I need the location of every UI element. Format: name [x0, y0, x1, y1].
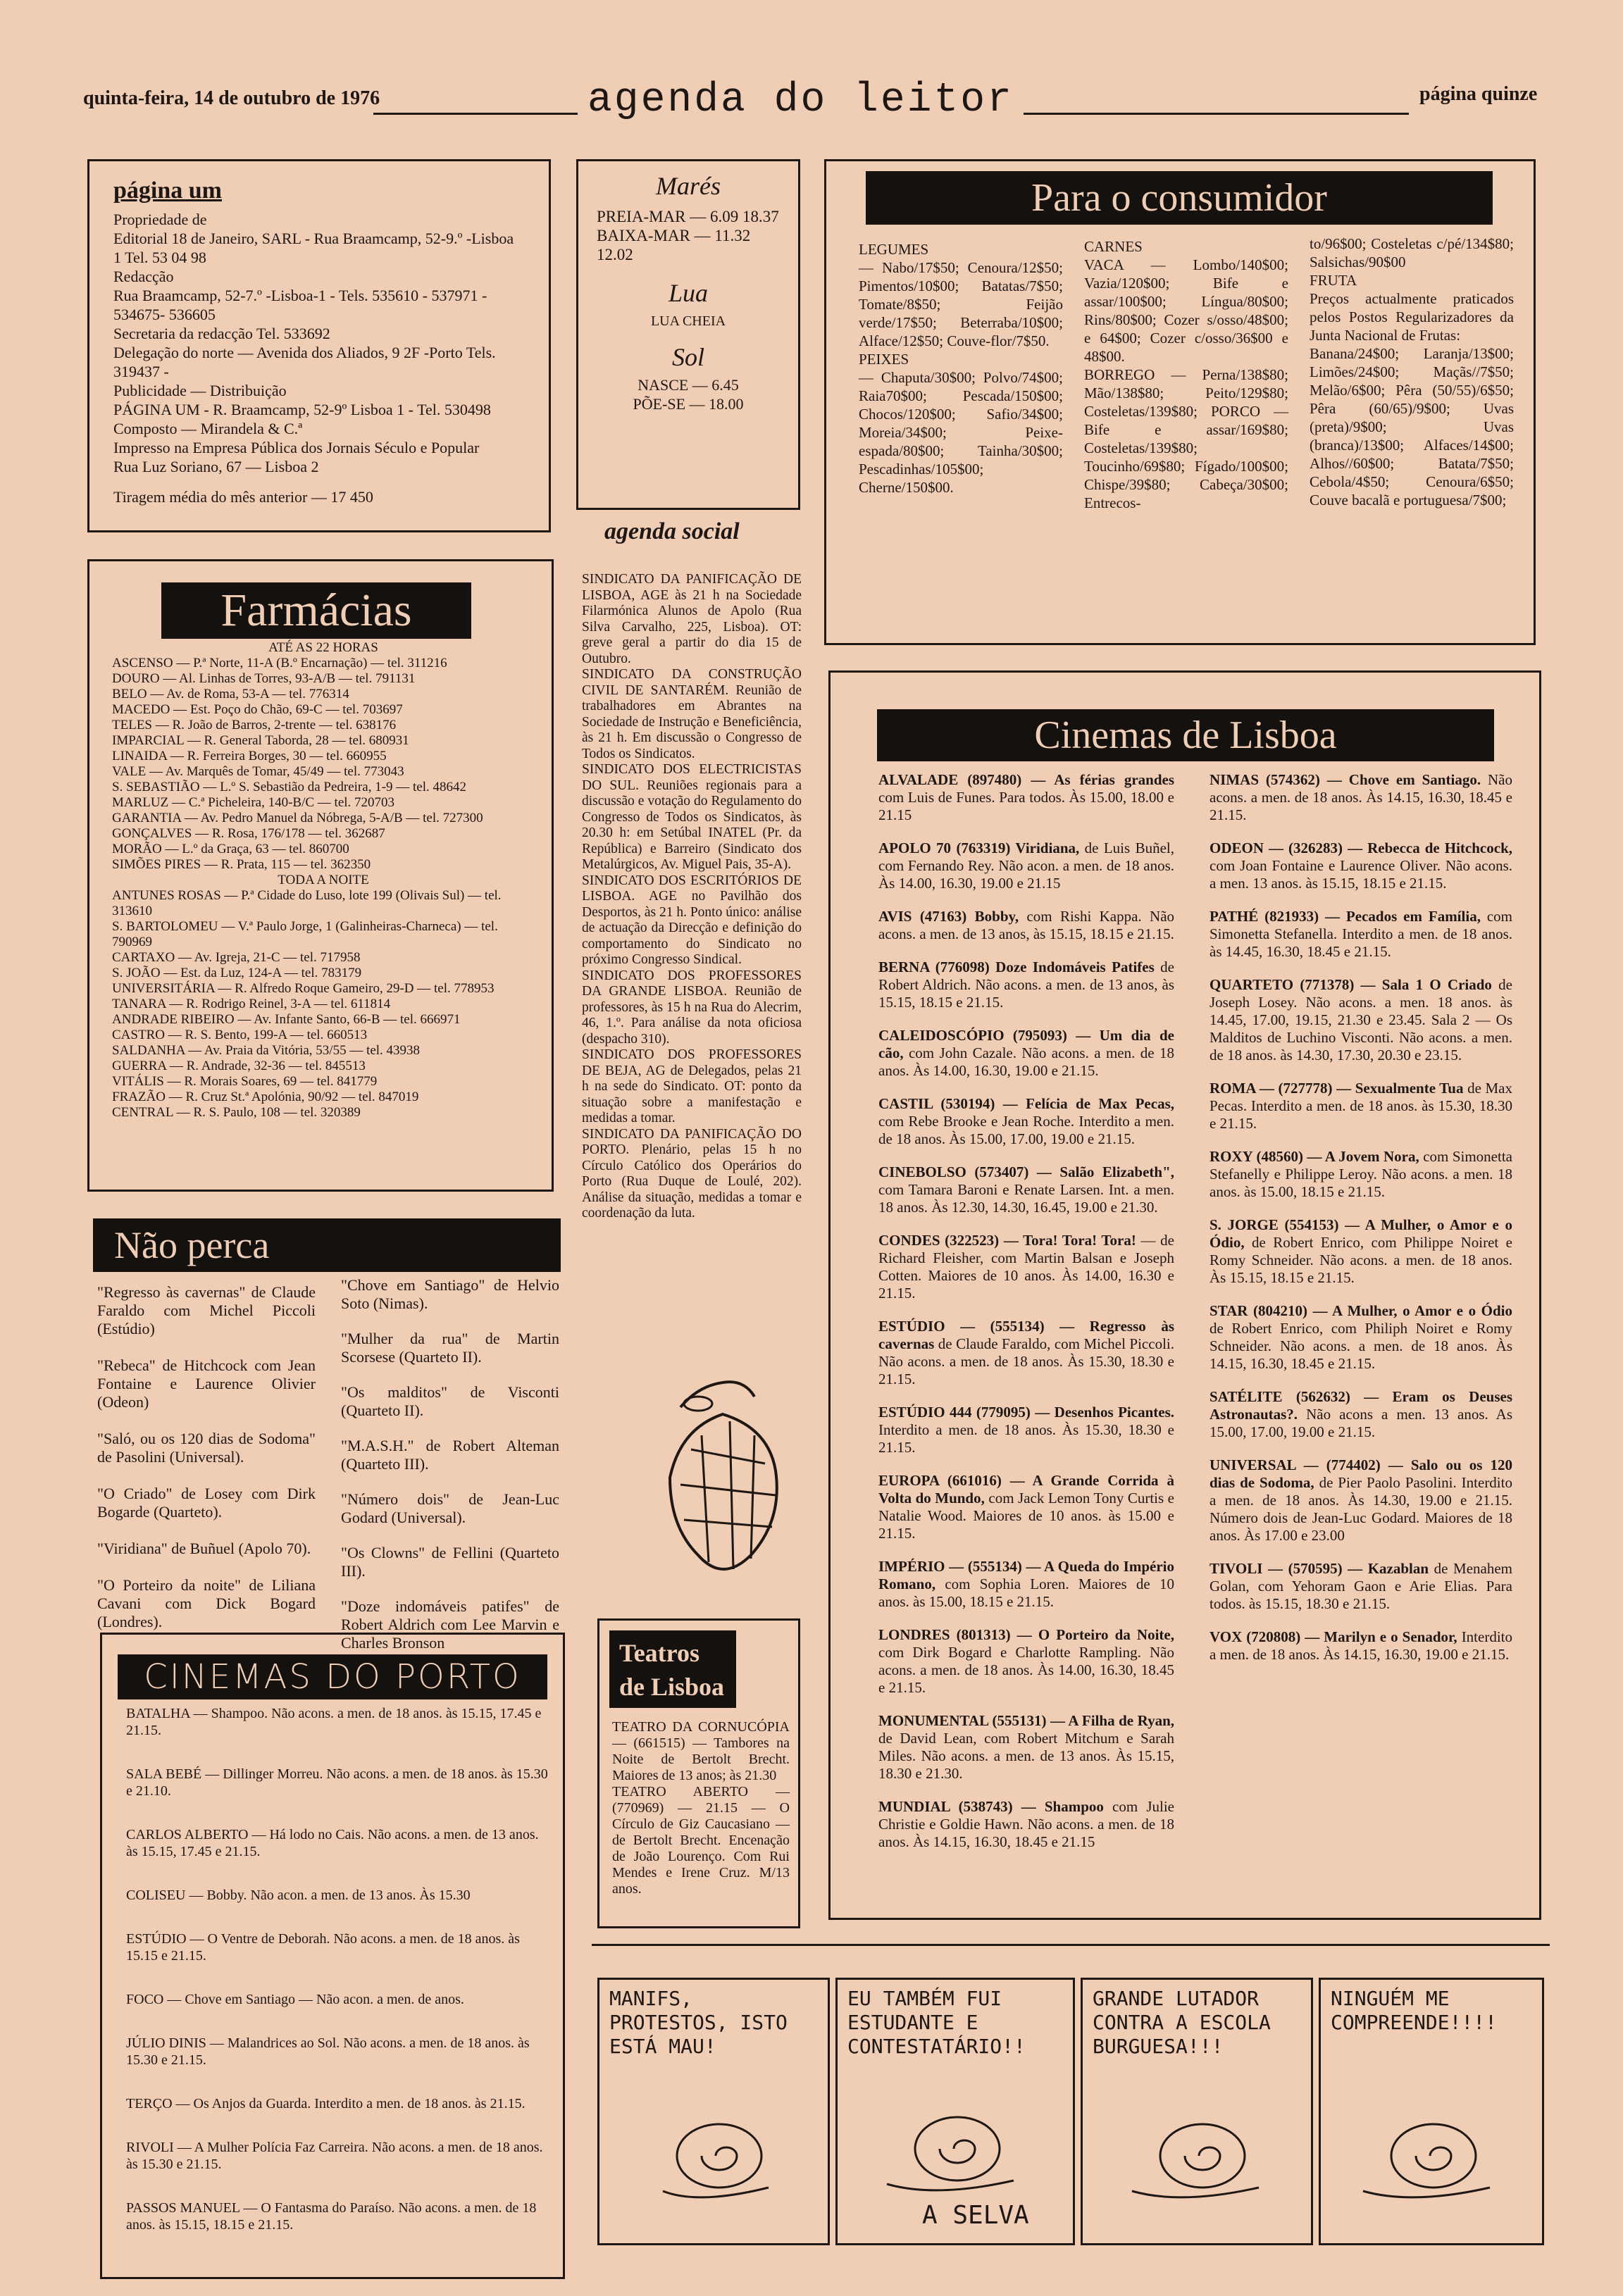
cinema-details: Interdito a men. de 18 anos. Às 15.30, 18.30 e 21.15. [878, 1421, 1174, 1456]
cinema-name: ROMA — (727778) — Sexualmente Tua [1210, 1080, 1464, 1097]
cinema-details: de Robert Aldrich. Não acons. a men. de 13 anos, às 15.15, 18.15 e 21.15. [878, 959, 1174, 1011]
cinema-name: QUARTETO (771378) — Sala 1 O Criado [1210, 976, 1492, 993]
farmacia-entry: ANTUNES ROSAS — P.ª Cidade do Luso, lote 199 (Olivais Sul) — tel. 313610 [112, 888, 502, 918]
agenda-social-title: agenda social [604, 518, 740, 544]
cinemas-lisboa-box [828, 670, 1541, 1920]
pagina-um-title: página um [113, 177, 222, 204]
farmacia-entry: UNIVERSITÁRIA — R. Alfredo Roque Gameiro, 29-D — tel. 778953 [112, 981, 495, 996]
cinema-name: IMPÉRIO — (555134) — A Queda do Império Romano, [878, 1558, 1174, 1592]
consumidor-col-carnes [1084, 237, 1288, 512]
cinema-details: — de Richard Fleisher, com Martin Balsan e Joseph Cotten. Maiores de 10 anos. Às 14.00, 16.30 e 21.15. [878, 1232, 1175, 1302]
cinema-name: BERNA (776098) Doze Indomáveis Patifes [878, 959, 1155, 975]
consumidor-paragraph: LEGUMES [859, 241, 929, 258]
pagina-um-tiragem: Tiragem média do mês anterior — 17 450 [113, 488, 373, 506]
farmacia-entry: MORÃO — L.º da Graça, 63 — tel. 860700 [112, 842, 349, 856]
cinema-name: ESTÚDIO 444 (779095) — Desenhos Picantes. [878, 1404, 1174, 1421]
farmacia-entry: SIMÕES PIRES — R. Prata, 115 — tel. 362350 [112, 857, 371, 872]
cinema-porto-item: PASSOS MANUEL — O Fantasma do Paraíso. Não acons. a men. de 18 anos. às 15.15, 18.15 e 21.15. [126, 2200, 537, 2233]
cinema-listing [878, 1404, 1174, 1456]
cinema-listing [878, 1712, 1174, 1783]
cinema-listing [878, 1095, 1174, 1148]
farmacia-entry: FRAZÃO — R. Cruz St.ª Apolónia, 90/92 — tel. 847019 [112, 1090, 419, 1104]
cinema-name: MONUMENTAL (555131) — A Filha de Ryan, [878, 1712, 1174, 1729]
cinema-details: de Robert Enrico, com Philippe Noiret e Romy Schneider. Não acons. a men. de 18 anos. Às 15.15, 18.15 e 21.15. [1210, 1234, 1512, 1286]
consumidor-title: Para o consumidor [866, 171, 1493, 225]
cinema-name: MUNDIAL (538743) — Shampoo [878, 1798, 1104, 1815]
cinema-name: ROXY (48560) — A Jovem Nora, [1210, 1148, 1419, 1165]
farmacias-list [112, 640, 535, 1121]
consumidor-paragraph: — Chaputa/30$00; Polvo/74$00; Raia70$00; Pescada/150$00; Chocos/120$00; Safio/34$00; Moreia/34$00; Peixe-espada/80$00; Tainha/30$00; Pescadinhas/105$00; Cherne/150$00. [859, 369, 1063, 496]
cinema-details: com Tamara Baroni e Renate Larsen. Int. a men. 18 anos. Às 12.30, 14.30, 16.45, 19.00 e 21.30. [878, 1181, 1174, 1216]
cinema-details: Não acons. a men. de 18 anos. Às 14.15, 16.30, 18.45 e 21.15. [1210, 771, 1512, 823]
cinema-name: TIVOLI — (570595) — Kazablan [1210, 1560, 1429, 1577]
cinema-name: STAR (804210) — A Mulher, o Amor e o Ódio [1210, 1302, 1512, 1319]
cinema-listing [878, 959, 1174, 1011]
cinema-details: com Luis de Funes. Para todos. Às 15.00, 18.00 e 21.15 [878, 789, 1174, 823]
cinema-name: EUROPA (661016) — A Grande Corrida à Volta do Mundo, [878, 1472, 1174, 1506]
cinema-listing [1210, 908, 1512, 961]
cinema-listing [878, 1798, 1174, 1851]
consumidor-paragraph: PEIXES [859, 351, 909, 368]
farmacia-entry: ANDRADE RIBEIRO — Av. Infante Santo, 66-B — tel. 666971 [112, 1012, 461, 1027]
farmacias-sub-noite: TODA A NOITE [278, 873, 369, 887]
farmacia-entry: GONÇALVES — R. Rosa, 176/178 — tel. 362687 [112, 826, 385, 841]
teatros-text [612, 1719, 790, 1897]
cartoon-signature: A SELVA [922, 2201, 1029, 2230]
nao-perca-item: "Rebeca" de Hitchcock com Jean Fontaine e Laurence Olivier (Odeon) [97, 1356, 316, 1411]
mares-title: Marés [656, 172, 721, 200]
cinema-details: de Robert Enrico, com Philiph Noiret e Romy Schneider. Não acons. a men. de 18 anos. Às 14.15, 16.30, 18.45 e 21.15. [1210, 1320, 1512, 1372]
cinema-listing [878, 771, 1174, 824]
cinemas-porto-title: CINEMAS DO PORTO [118, 1654, 547, 1699]
cinema-listing [1210, 840, 1512, 892]
cinema-details: de Max Pecas. Interdito a men. de 18 anos. às 15.30, 18.30 e 21.15. [1210, 1080, 1512, 1132]
cinema-listing [1210, 1148, 1512, 1201]
cinemas-lisboa-right [1210, 771, 1512, 1679]
cinema-details: de Menahem Golan, com Yehoram Gaon e Arie Elias. Para todos. às 15.15, 18.30 e 21.15. [1210, 1560, 1512, 1612]
farmacia-entry: VITÁLIS — R. Morais Soares, 69 — tel. 841779 [112, 1074, 378, 1089]
nao-perca-title: Não perca [93, 1218, 561, 1272]
nao-perca-item: "Chove em Santiago" de Helvio Soto (Nimas). [341, 1276, 559, 1312]
sol-lines [597, 375, 780, 413]
pagina-um-box [87, 159, 551, 532]
cinema-details: com Simonetta Stefanelly e Philippe Leroy. Não acons. a men. 18 anos. às 15.00, 18.15 e 21.15. [1210, 1148, 1512, 1200]
pagina-um-line: Rua Luz Soriano, 67 — Lisboa 2 [113, 458, 319, 475]
farmacia-entry: GUERRA — R. Andrade, 32-36 — tel. 845513 [112, 1059, 366, 1073]
cinema-porto-item: COLISEU — Bobby. Não acon. a men. de 13 anos. Às 15.30 [126, 1888, 471, 1903]
consumidor-paragraph: FRUTA [1310, 272, 1357, 289]
farmacia-entry: LINAIDA — R. Ferreira Borges, 30 — tel. 660955 [112, 749, 387, 763]
mares-lines [597, 207, 780, 264]
cinema-porto-item: JÚLIO DINIS — Malandrices ao Sol. Não acons. a men. de 18 anos. às 15.30 e 21.15. [126, 2035, 530, 2068]
cinema-listing [878, 1163, 1174, 1216]
mares-line: PREIA-MAR — 6.09 18.37 [597, 208, 779, 225]
pagina-um-line: Rua Braamcamp, 52-7.º -Lisboa-1 - Tels. 535610 - 537971 - 534675- 536605 [113, 287, 487, 323]
agenda-item: SINDICATO DOS ESCRITÓRIOS DE LISBOA. AGE no Pavilhão dos Desportos, às 21 h. Ponto único: análise de actuação da Direcção e definição do comportamento do Sindicato no próximo Congresso Sindical. [582, 873, 802, 967]
cinema-porto-item: FOCO — Chove em Santiago — Não acon. a men. de anos. [126, 1992, 464, 2007]
pagina-um-line: Publicidade — Distribuição [113, 382, 287, 399]
cinema-details: com Dirk Bogard e Charlotte Rampling. Não acons. a men. de 18 anos. Às 14.00, 16.30, 18.45 e 21.15. [878, 1644, 1174, 1696]
cinema-listing [1210, 976, 1512, 1064]
cinemas-lisboa-left [878, 771, 1174, 1866]
pagina-um-line: Redacção [113, 268, 174, 285]
consumidor-box [824, 159, 1536, 645]
farmacias-box [87, 559, 554, 1192]
farmacia-entry: SALDANHA — Av. Praia da Vitória, 53/55 — tel. 43938 [112, 1043, 421, 1058]
cinema-porto-item: TERÇO — Os Anjos da Guarda. Interdito a men. de 18 anos. às 21.15. [126, 2096, 526, 2111]
cinemas-porto-box [100, 1633, 565, 2279]
cinema-details: de David Lean, com Robert Mitchum e Sarah Miles. Não acons. a men. de 13 anos. Às 15.15, 18.30 e 21.30. [878, 1730, 1174, 1782]
nao-perca-item: "O Criado" de Losey com Dirk Bogarde (Quarteto). [97, 1485, 316, 1521]
farmacia-entry: S. SEBASTIÃO — L.º S. Sebastião da Pedreira, 1-9 — tel. 48642 [112, 780, 467, 794]
nao-perca-item: "Doze indomáveis patifes" de Robert Aldrich com Lee Marvin e Charles Bronson [341, 1597, 559, 1652]
farmacia-entry: CENTRAL — R. S. Paulo, 108 — tel. 320389 [112, 1105, 361, 1120]
header-date: quinta-feira, 14 de outubro de 1976 [83, 87, 380, 109]
cinema-name: CONDES (322523) — Tora! Tora! Tora! [878, 1232, 1136, 1249]
cinema-name: CALEIDOSCÓPIO (795093) — Um dia de cão, [878, 1027, 1174, 1061]
agenda-item: SINDICATO DOS PROFESSORES DE BEJA, AG de Delegados, pelas 21 h na sede do Sindicato. OT: ponto da situação sobre a manifestação e medidas a tomar. [582, 1047, 802, 1125]
cinema-listing [878, 840, 1174, 892]
farmacia-entry: TANARA — R. Rodrigo Reinel, 3-A — tel. 611814 [112, 997, 391, 1011]
nao-perca-item: "Regresso às cavernas" de Claude Faraldo com Michel Piccoli (Estúdio) [97, 1283, 316, 1337]
cinema-name: VOX (720808) — Marilyn e o Senador, [1210, 1628, 1457, 1645]
farmacia-entry: BELO — Av. de Roma, 53-A — tel. 776314 [112, 687, 349, 701]
nao-perca-item: "Viridiana" de Buñuel (Apolo 70). [97, 1540, 311, 1557]
cinema-listing [1210, 1302, 1512, 1373]
cinema-listing [1210, 1080, 1512, 1133]
cinema-details: com Simonetta Stefanella. Interdito a men. de 18 anos. às 14.45, 16.30, 18.45 e 21.15. [1210, 908, 1513, 960]
pagina-um-line: Propriedade de [113, 211, 207, 228]
farmacia-entry: S. BARTOLOMEU — V.ª Paulo Jorge, 1 (Galinheiras-Charneca) — tel. 790969 [112, 919, 498, 949]
cinema-name: CINEBOLSO (573407) — Salão Elizabeth", [878, 1163, 1174, 1180]
cinema-listing [1210, 1560, 1512, 1613]
cartoon-text-4: NINGUÉM ME COMPREENDE!!!! [1331, 1987, 1498, 2034]
cinema-name: NIMAS (574362) — Chove em Santiago. [1210, 771, 1481, 788]
snail-drawing-4 [1356, 2100, 1497, 2212]
cinema-listing [878, 1472, 1174, 1542]
lua-text: LUA CHEIA [650, 313, 726, 329]
agenda-social-text [582, 572, 802, 1222]
cinema-listing [1210, 771, 1512, 824]
cinema-porto-item: CARLOS ALBERTO — Há lodo no Cais. Não acons. a men. de 13 anos. às 15.15, 17.45 e 21.15. [126, 1827, 539, 1859]
pagina-um-line: Impresso na Empresa Pública dos Jornais Século e Popular [113, 439, 480, 456]
cinema-details: de Claude Faraldo, com Michel Piccoli. Não acons. a men. de 18 anos. Às 15.30, 18.30 e 21.15. [878, 1335, 1174, 1387]
cinema-listing [878, 1232, 1174, 1302]
cinema-details: com John Cazale. Não acons. a men. de 18 anos. Às 14.00, 16.30, 19.00 e 21.15. [878, 1044, 1174, 1079]
mares-line: BAIXA-MAR — 11.32 12.02 [597, 227, 751, 263]
agenda-item: SINDICATO DA PANIFICAÇÃO DO PORTO. Plenário, pelas 15 h no Círculo Católico dos Operários do Porto (Rua Duque de Loulé, 202). Análise da situação, medidas a tomar e coordenação da luta. [582, 1126, 802, 1221]
cinema-details: com Rishi Kappa. Não acons. a men. de 13 anos, às 15.15, 18.15 e 21.15. [878, 908, 1175, 942]
farmacias-list-noite [112, 888, 535, 1121]
farmacia-entry: VALE — Av. Marquês de Tomar, 45/49 — tel. 773043 [112, 764, 404, 779]
cinema-name: PATHÉ (821933) — Pecados em Família, [1210, 908, 1481, 925]
cinema-details: com Sophia Loren. Maiores de 10 anos. às 15.00, 18.15 e 21.15. [878, 1576, 1174, 1610]
farmacia-entry: ASCENSO — P.ª Norte, 11-A (B.º Encarnação) — tel. 311216 [112, 656, 447, 670]
cinema-details: de Pier Paolo Pasolini. Interdito a men. de 18 anos. Às 14.30, 19.00 e 21.15. Número dois de Jean-Luc Godard. Maiores de 18 anos. Às 17.00 e 23.00 [1210, 1474, 1512, 1544]
cartoon-panel-2 [835, 1978, 1075, 2245]
cinema-details: com Julie Christie e Goldie Hawn. Não acons. a men. de 18 anos. Às 14.15, 16.30, 18.45 e 21.15 [878, 1798, 1174, 1850]
cinema-details: Interdito a men. de 18 anos. Às 14.15, 16.30, 19.00 e 21.15. [1210, 1628, 1513, 1663]
cinema-listing [878, 1027, 1174, 1080]
consumidor-paragraph: to/96$00; Costeletas c/pé/134$80; Salsichas/90$00 [1310, 235, 1514, 270]
nao-perca-item: "Número dois" de Jean-Luc Godard (Universal). [341, 1490, 559, 1526]
farmacia-entry: CASTRO — R. S. Bento, 199-A — tel. 660513 [112, 1028, 368, 1042]
cinema-details: com Rebe Brooke e Jean Roche. Interdito a men. de 18 anos. Às 15.00, 17.00, 19.00 e 21.15. [878, 1113, 1174, 1147]
cinema-name: AVIS (47163) Bobby, [878, 908, 1019, 925]
consumidor-col-legumes [859, 240, 1063, 497]
cartoon-panel-3 [1081, 1978, 1313, 2245]
sol-line: PÕE-SE — 18.00 [633, 395, 744, 413]
consumidor-paragraph: Banana/24$00; Laranja/13$00; Limões/24$00; Maçãs//7$50; Melão/6$00; Pêra (50/55)/6$50; Pêra (60/65)/9$00; Uvas (preta)/9$00; Uvas (branca)/13$00; Alfaces/14$00; Alhos//60$00; Batata/7$50; Cebola/4$50; Cenoura/6$50; Couve bacalã e portuguesa/7$00; [1310, 345, 1514, 509]
cinema-details: com Jack Lemon Tony Curtis e Natalie Wood. Maiores de 10 anos. às 15.00 e 21.15. [878, 1490, 1174, 1542]
teatro-item: TEATRO ABERTO — (770969) — 21.15 — O Círculo de Giz Caucasiano — de Bertolt Brecht. Encenação de João Lourenço. Com Rui Mendes e Irene Cruz. M/13 anos. [612, 1784, 790, 1897]
sol-line: NASCE — 6.45 [638, 376, 739, 394]
cinema-name: ESTÚDIO — (555134) — Regresso às cavernas [878, 1318, 1174, 1352]
teatro-item: TEATRO DA CORNUCÓPIA — (661515) — Tambores na Noite de Bertolt Brecht. Maiores de 13 anos; às 21.30 [612, 1719, 790, 1783]
nao-perca-item: "Os malditos" de Visconti (Quarteto II). [341, 1383, 559, 1419]
pagina-um-line: Composto — Mirandela & C.ª [113, 420, 303, 437]
pagina-um-line: PÁGINA UM - R. Braamcamp, 52-9º Lisboa 1 - Tel. 530498 [113, 401, 491, 418]
cartoon-text-2: EU TAMBÉM FUI ESTUDANTE E CONTESTATÁRIO!! [847, 1987, 1026, 2058]
agenda-item: SINDICATO DA CONSTRUÇÃO CIVIL DE SANTARÉM. Reunião de trabalhadores em Abrantes na Sociedade de Instrução e Beneficiência, às 21 h. Em discussão o Congresso de Todos os Sindicatos. [582, 667, 802, 761]
cinema-listing [1210, 1628, 1512, 1664]
cinema-name: S. JORGE (554153) — A Mulher, o Amor e o Ódio, [1210, 1216, 1512, 1251]
artichoke-illustration [631, 1358, 814, 1590]
farmacia-entry: MARLUZ — C.ª Picheleira, 140-B/C — tel. 720703 [112, 795, 395, 810]
farmacia-entry: CARTAXO — Av. Igreja, 21-C — tel. 717958 [112, 950, 361, 965]
snail-drawing-1 [656, 2100, 783, 2212]
farmacias-sub-dia: ATÉ AS 22 HORAS [268, 640, 378, 655]
cinema-porto-item: SALA BEBÉ — Dillinger Morreu. Não acons. a men. de 18 anos. às 15.30 e 21.10. [126, 1766, 548, 1799]
header-title: agenda do leitor [578, 77, 1024, 123]
farmacia-entry: IMPARCIAL — R. General Taborda, 28 — tel. 680931 [112, 733, 409, 748]
cinema-name: ODEON — (326283) — Rebecca de Hitchcock, [1210, 840, 1512, 856]
nao-perca-item: "Os Clowns" de Fellini (Quarteto III). [341, 1544, 559, 1580]
agenda-item: SINDICATO DA PANIFICAÇÃO DE LISBOA, AGE às 21 h na Sociedade Filarmónica Alunos de Apolo (Rua Silva Carvalho, 225, Lisboa). OT: greve geral a partir do dia 15 de Outubro. [582, 572, 802, 666]
farmacia-entry: S. JOÃO — Est. da Luz, 124-A — tel. 783179 [112, 966, 362, 980]
cinema-details: de Joseph Losey. Não acons. a men. 18 anos. às 14.45, 17.00, 19.15, 21.30 e 23.45. Sala 2 — Os Malditos de Luchino Visconti. Não acons. a men. de 18 anos. às 14.30, 17.30, 20.30 e 23.15. [1210, 976, 1512, 1063]
nao-perca-left [97, 1283, 316, 1649]
cinema-name: SATÉLITE (562632) — Eram os Deuses Astronautas?. [1210, 1388, 1512, 1423]
pagina-um-line: Delegação do norte — Avenida dos Aliados, 9 2F -Porto Tels. 319437 - [113, 344, 496, 380]
cartoon-panel-4 [1319, 1978, 1544, 2245]
pagina-um-line: Editorial 18 de Janeiro, SARL - Rua Braamcamp, 52-9.º -Lisboa 1 Tel. 53 04 98 [113, 230, 514, 266]
agenda-item: SINDICATO DOS ELECTRICISTAS DO SUL. Reuniões regionais para a discussão e votação do Regulamento do Congresso de Todos os Sindicatos, às 20.30 h: em Setúbal INATEL (Pr. da República) e Barreiro (Sindicato dos Metalúrgicos, Av. Miguel Pais, 35-A). [582, 762, 802, 872]
teatros-title: Teatros de Lisboa [609, 1630, 736, 1708]
pagina-um-line: Secretaria da redacção Tel. 533692 [113, 325, 330, 342]
cinema-listing [878, 1318, 1174, 1388]
cinema-listing [1210, 1388, 1512, 1441]
cinema-porto-item: ESTÚDIO — O Ventre de Deborah. Não acons. a men. de 18 anos. às 15.15 e 21.15. [126, 1931, 520, 1964]
nao-perca-item: "Saló, ou os 120 dias de Sodoma" de Pasolini (Universal). [97, 1430, 316, 1466]
cartoon-panel-1 [597, 1978, 830, 2245]
consumidor-paragraph: BORREGO — Perna/138$80; Mão/138$80; Peito/129$80; Costeletas/139$80; PORCO — Bife e assar/169$80; Costeletas/139$80; Toucinho/69$80; Fígado/100$00; Chispe/39$80; Cabeça/30$00; Entrecos- [1084, 366, 1288, 511]
cinema-listing [1210, 1456, 1512, 1545]
cinema-listing [878, 908, 1174, 943]
cinema-name: LONDRES (801313) — O Porteiro da Noite, [878, 1626, 1174, 1643]
cinema-name: UNIVERSAL — (774402) — Salo ou os 120 dias de Sodoma, [1210, 1456, 1512, 1491]
cinema-details: de Luis Buñel, com Fernando Rey. Não acon. a men. de 18 anos. Às 14.00, 16.30, 19.00 e 21.15 [878, 840, 1174, 892]
farmacias-list-dia [112, 656, 535, 873]
header-page: página quinze [1419, 83, 1538, 105]
cinemas-porto-list [126, 1705, 549, 2260]
farmacia-entry: DOURO — Al. Linhas de Torres, 93-A/B — tel. 791131 [112, 671, 416, 686]
consumidor-paragraph: — Nabo/17$50; Cenoura/12$50; Pimentos/10$00; Batatas/7$50; Tomate/8$50; Feijão verde/17$50; Beterraba/10$00; Alface/12$50; Couve-flor/7$50. [859, 259, 1063, 349]
cartoon-text-3: GRANDE LUTADOR CONTRA A ESCOLA BURGUESA!!! [1093, 1987, 1271, 2058]
cartoon-text-1: MANIFS, PROTESTOS, ISTO ESTÁ MAU! [609, 1987, 788, 2058]
cinema-details: com Joan Fontaine e Laurence Oliver. Não acons. a men. 13 anos. às 15.15, 18.15 e 21.15. [1210, 857, 1512, 892]
teatros-box [597, 1618, 800, 1928]
mares-box [576, 159, 800, 510]
farmacia-entry: GARANTIA — Av. Pedro Manuel da Nóbrega, 5-A/B — tel. 727300 [112, 811, 483, 825]
cinema-porto-item: BATALHA — Shampoo. Não acons. a men. de 18 anos. às 15.15, 17.45 e 21.15. [126, 1706, 542, 1738]
nao-perca-item: "Mulher da rua" de Martin Scorsese (Quarteto II). [341, 1330, 559, 1366]
farmacia-entry: MACEDO — Est. Poço do Chão, 69-C — tel. 703697 [112, 702, 403, 717]
nao-perca-right [341, 1276, 559, 1669]
cinema-listing [1210, 1216, 1512, 1287]
consumidor-paragraph: Preços actualmente praticados pelos Postos Regularizadores da Junta Nacional de Frutas: [1310, 290, 1514, 344]
consumidor-paragraph: VACA — Lombo/140$00; Vazia/120$00; Bife e assar/100$00; Língua/80$00; Rins/80$00; Cozer s/osso/48$00; e 64$00; Cozer c/osso/36$00 e 48$00. [1084, 256, 1288, 365]
nao-perca-item: "M.A.S.H." de Robert Alteman (Quarteto III). [341, 1437, 559, 1473]
agenda-item: SINDICATO DOS PROFESSORES DA GRANDE LISBOA. Reunião de professores, às 15 h na Rua do Alecrim, 46, 1.º. Para análise da nota oficiosa (despacho 310). [582, 968, 802, 1047]
cinema-name: ALVALADE (897480) — As férias grandes [878, 771, 1174, 788]
strip-rule [592, 1944, 1550, 1946]
lua-title: Lua [668, 279, 709, 307]
consumidor-col-fruta [1310, 235, 1514, 509]
cinema-details: Não acons a men. 13 anos. As 15.00, 17.00, 19.00 e 21.15. [1210, 1406, 1512, 1440]
cinema-listing [878, 1558, 1174, 1611]
snail-drawing-3 [1125, 2100, 1266, 2212]
consumidor-paragraph: CARNES [1084, 238, 1143, 255]
farmacia-entry: TELES — R. João de Barros, 2-trente — tel. 638176 [112, 718, 397, 732]
farmacias-title: Farmácias [161, 582, 471, 639]
cinema-name: APOLO 70 (763319) Viridiana, [878, 840, 1080, 856]
sol-title: Sol [671, 343, 704, 371]
cinema-porto-item: RIVOLI — A Mulher Polícia Faz Carreira. Não acons. a men. de 18 anos. às 15.30 e 21.15. [126, 2140, 543, 2172]
cinema-listing [878, 1626, 1174, 1697]
snail-drawing-2 [880, 2092, 1021, 2205]
cinema-name: CASTIL (530194) — Felícia de Max Pecas, [878, 1095, 1174, 1112]
nao-perca-item: "O Porteiro da noite" de Liliana Cavani com Dick Bogard (Londres). [97, 1576, 316, 1630]
pagina-um-lines [113, 210, 525, 476]
cinemas-lisboa-title: Cinemas de Lisboa [877, 709, 1494, 761]
